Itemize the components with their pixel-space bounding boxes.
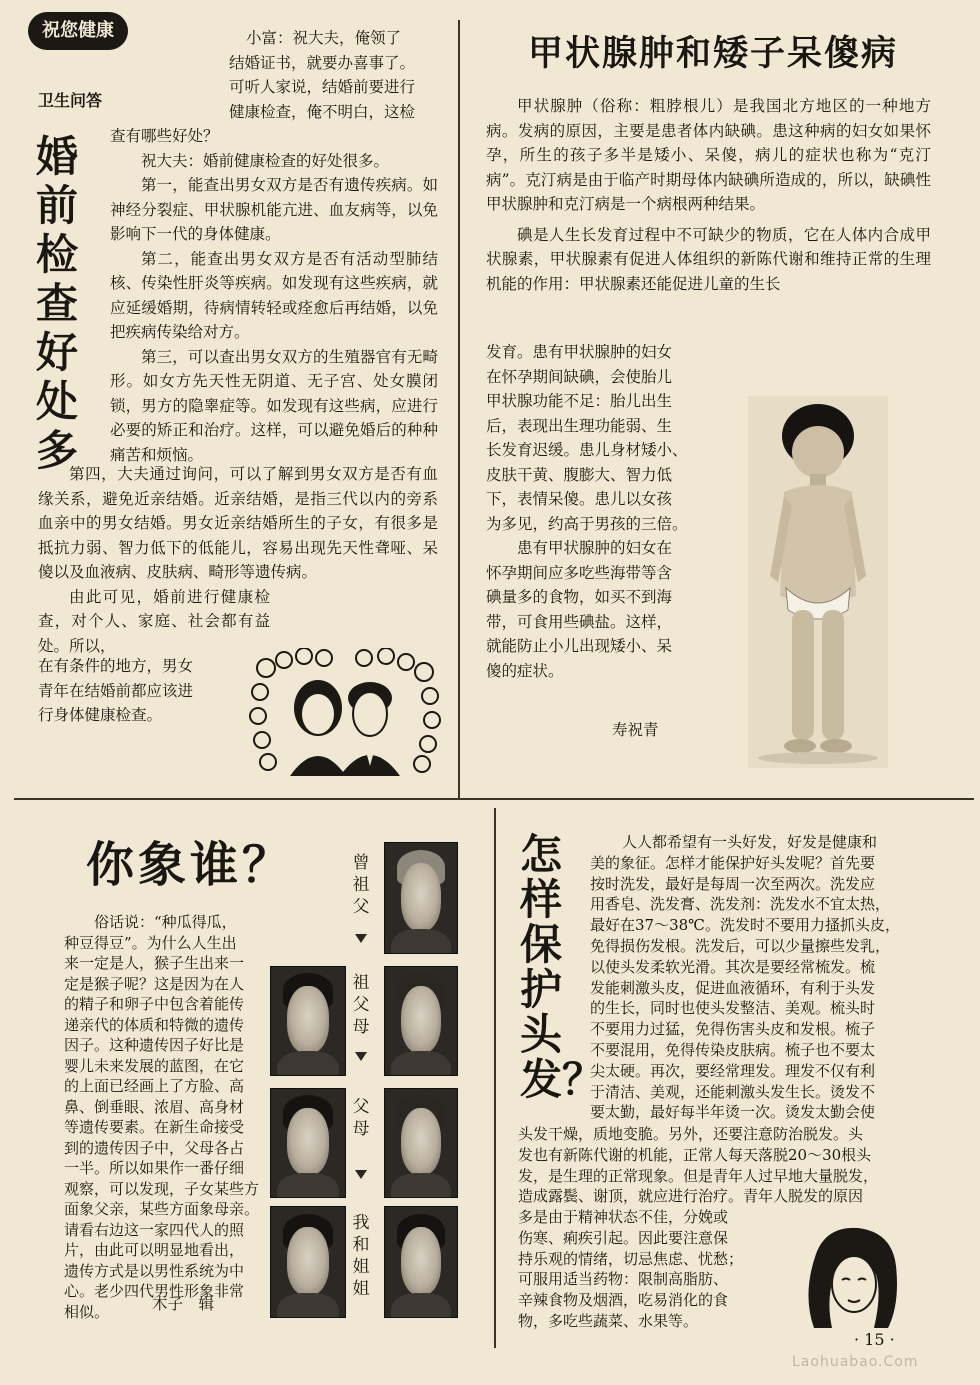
text-line: 的生长，同时也使头发整洁、美观。梳头时 [590, 999, 876, 1018]
watermark: Laohuabao.Com [792, 1354, 919, 1370]
paragraph: 第二，能查出男女双方是否有活动型肺结核、传染性肝炎等疾病。如发现有这些疾病，就应延缓婚期，待病情转轻或痊愈后再结婚，以免把疾病传染给对方。 [110, 249, 438, 341]
article4-body-short [518, 1207, 778, 1332]
text-line: 观察，可以发现，子女某些方 [64, 1179, 260, 1198]
text-line: 尖太硬。再次，要经常理发。理发不仅有利 [590, 1061, 876, 1080]
text-line: 多是由于精神状态不佳，分娩或 [518, 1208, 729, 1226]
text-line: 心。老少四代男性形象非常 [64, 1282, 245, 1300]
text-line: 发育。患有甲状腺肿的妇女 [486, 343, 673, 361]
divider-horizontal [14, 798, 974, 800]
text-line: 皮肤干黄、腹膨大、智力低 [486, 465, 673, 484]
text-line: 后，表现出生理功能弱、生 [486, 416, 673, 435]
text-line: 一半。所以如果作一番仔细 [64, 1159, 245, 1177]
intro-line: 健康检查，俺不明白，这检 [229, 102, 416, 121]
text-line: 请看右边这一家四代人的照 [64, 1220, 245, 1239]
article3-body [64, 912, 280, 1322]
text-line: 不要用力过猛，免得伤害头皮和发根。梳子 [590, 1020, 876, 1039]
text-line: 免得损伤发根。洗发后，可以少量擦些发乳， [590, 936, 891, 955]
photo-mother [270, 1088, 346, 1198]
article2-body [486, 94, 931, 296]
text-line: 头发干燥，质地变脆。另外，还要注意防治脱发。头 [518, 1125, 864, 1143]
text-line: 碘量多的食物，如买不到海 [486, 588, 673, 606]
text-line: 的上面已经画上了方脸、高 [64, 1077, 245, 1095]
arrow-down-icon [355, 1170, 367, 1179]
paragraph: 第四，大夫通过询问，可以了解到男女双方是否有血缘关系，避免近亲结婚。近亲结婚，是指三代以内的旁系血亲中的男女结婚。男女近亲结婚所生的子女，有很多是抵抗力弱、智力低下的低能儿，容易出现先天性聋哑、呆傻以及血液病、皮肤病、畸形等遗传病。 [38, 465, 438, 581]
paragraph: 祝大夫：婚前健康检查的好处很多。 [141, 151, 390, 170]
text-line: 片，由此可以明显地看出， [64, 1241, 245, 1259]
article2-narrow [486, 340, 726, 683]
article1-body-wide [38, 462, 438, 658]
label-parents: 父母 [352, 1097, 370, 1139]
text-line: 婴儿未来发展的蓝图，在它 [64, 1056, 245, 1075]
label-grandparents: 祖父母 [352, 973, 370, 1037]
text-line: 于清洁、美观，还能刺激头发生长。烫发不 [590, 1082, 876, 1101]
arrow-down-icon [355, 1052, 367, 1061]
text-line: 带，可食用些碘盐。这样， [486, 612, 673, 631]
text-line: 患有甲状腺肿的妇女在 [486, 539, 673, 557]
text-line: 持乐观的情绪，切忌焦虑、忧愁； [518, 1249, 744, 1268]
closing-line: 青年在结婚前都应该进 [38, 681, 194, 700]
text-line: 发能刺激头皮，促进血液循环，有利于头发 [590, 978, 876, 997]
text-line: 面象父亲，某些方面象母亲。 [64, 1200, 260, 1218]
text-line: 物，多吃些蔬菜、水果等。 [518, 1311, 699, 1330]
text-line: 相似。 [64, 1302, 110, 1321]
closing-line: 行身体健康检查。 [38, 706, 163, 724]
closing-line: 在有条件的地方，男女 [38, 657, 194, 675]
text-line: 发，是生理的正常现象。但是青年人过早地大量脱发， [518, 1166, 879, 1185]
photo-grandfather [384, 966, 458, 1076]
text-line: 到的遗传因子中，父母各占 [64, 1138, 245, 1157]
paragraph: 碘是人生长发育过程中不可缺少的物质，它在人体内合成甲状腺素，甲状腺素有促进人体组织的新陈代谢和维持正常的生理机能的作用：甲状腺素还能促进儿童的生长 [486, 225, 931, 293]
article1-body [110, 124, 438, 467]
article1-title: 婚前检查好处多 [36, 132, 79, 475]
text-line: 长发育迟缓。患儿身材矮小、 [486, 441, 688, 459]
text-line: 最好在37～38℃。洗发时不要用力搔抓头皮， [590, 916, 900, 935]
article1-intro [215, 26, 445, 124]
intro-line: 结婚证书，就要办喜事了。 [229, 53, 416, 72]
text-line: 傻的症状。 [486, 661, 564, 680]
paragraph: 查有哪些好处？ [110, 127, 219, 145]
text-line: 要太勤，最好每半年烫一次。烫发太勤会使 [590, 1103, 876, 1122]
text-line: 因子。这种遗传因子好比是 [64, 1036, 245, 1054]
column-tag-label: 祝您健康 [42, 20, 114, 41]
article4-body-wide [518, 1124, 948, 1207]
couple-illustration [246, 648, 442, 776]
divider-vertical [458, 20, 460, 798]
label-me-and-sister: 我和姐姐 [352, 1213, 370, 1299]
photo-great-grandfather [384, 842, 458, 954]
paragraph: 甲状腺肿（俗称：粗脖根儿）是我国北方地区的一种地方病。发病的原因，主要是患者体内缺碘。患这种病的妇女如果怀孕，所生的孩子多半是矮小、呆傻，病儿的症状也称为“克汀病”。克汀病是由于临产时期母体内缺碘所造成的，所以，缺碘性甲状腺肿和克汀病是一个病根两种结果。 [486, 97, 931, 213]
text-line: 就能防止小儿出现矮小、呆 [486, 637, 673, 655]
text-line: 可服用适当药物：限制高脂肪、 [518, 1270, 729, 1289]
photo-grandmother [270, 966, 346, 1076]
label-great-grandfather: 曾祖父 [352, 853, 370, 917]
text-line: 的精子和卵子中包含着能传 [64, 995, 245, 1013]
intro-line: 小富：祝大夫，俺领了 [246, 29, 402, 47]
text-line: 发也有新陈代谢的机能，正常人每天落脱20～30根头 [518, 1145, 872, 1164]
text-line: 为多见，约高于男孩的三倍。 [486, 514, 688, 533]
text-line: 以使头发柔软光滑。其次是要经常梳发。梳 [590, 957, 876, 976]
child-photo [748, 396, 888, 768]
text-line: 递亲代的体质和特微的遗传 [64, 1015, 245, 1034]
text-line: 定是猴子呢？这是因为在人 [64, 974, 245, 993]
photo-me [384, 1206, 458, 1318]
divider-vertical [494, 808, 496, 1348]
text-line: 造成露鬓、谢顶，就应进行治疗。青年人脱发的原因 [518, 1187, 864, 1206]
text-line: 用香皂、洗发膏、洗发剂：洗发水不宜太热， [590, 895, 891, 914]
text-line: 不要混用，免得传染皮肤病。梳子也不要太 [590, 1040, 876, 1059]
article1-closing [38, 654, 248, 728]
photo-father [384, 1088, 458, 1198]
photo-sister [270, 1206, 346, 1318]
text-line: 来一定是人，猴子生出来一 [64, 954, 245, 972]
text-line: 等遗传要素。在新生命接受 [64, 1118, 245, 1136]
text-line: 人人都希望有一头好发，好发是健康和 [622, 833, 878, 851]
text-line: 鼻、倒垂眼、浓眉、高身材 [64, 1097, 245, 1116]
page-number: · 15 · [854, 1330, 895, 1349]
woman-illustration [796, 1224, 906, 1332]
paragraph: 第三，可以查出男女双方的生殖器官有无畸形。如女方先天性无阴道、无子宫、处女膜闭锁，男方的隐睾症等。如发现有这些病，应进行必要的矫正和治疗。这样，可以避免婚后的种种痛苦和烦恼。 [110, 347, 438, 464]
paragraph: 第一，能查出男女双方是否有遗传疾病。如神经分裂症、甲状腺机能亢进、血友病等，以免影响下一代的身体健康。 [110, 176, 438, 243]
intro-line: 可听人家说，结婚前要进行 [229, 78, 416, 96]
text-line: 美的象征。怎样才能保护好头发呢？首先要 [590, 853, 876, 872]
text-line: 按时洗发，最好是每周一次至两次。洗发应 [590, 874, 876, 893]
text-line: 辛辣食物及烟酒，吃易消化的食 [518, 1291, 729, 1310]
text-line: 伤寒、痢疾引起。因此要注意保 [518, 1228, 729, 1247]
text-line: 下，表情呆傻。患儿以女孩 [486, 490, 673, 508]
article3-author: 木子 辑 [152, 1295, 215, 1313]
text-line: 遗传方式是以男性系统为中 [64, 1261, 245, 1280]
text-line: 怀孕期间应多吃些海带等含 [486, 563, 673, 582]
article3-title: 你象谁？ [86, 837, 295, 893]
article2-title: 甲状腺肿和矮子呆傻病 [528, 34, 899, 74]
arrow-down-icon [355, 934, 367, 943]
paragraph: 由此可见，婚前进行健康检查，对个人、家庭、社会都有益处。所以， [38, 587, 270, 655]
article4-body [590, 832, 940, 1123]
text-line: 甲状腺功能不足：胎儿出生 [486, 392, 673, 410]
article2-author: 寿祝青 [612, 721, 659, 739]
text-line: 在怀孕期间缺碘，会使胎儿 [486, 367, 673, 386]
article4-title: 怎样保护头发？ [520, 830, 605, 1104]
text-line: 俗话说：“种瓜得瓜， [64, 913, 237, 931]
text-line: 种豆得豆”。为什么人生出 [64, 933, 237, 952]
section-label: 卫生问答 [38, 91, 103, 110]
